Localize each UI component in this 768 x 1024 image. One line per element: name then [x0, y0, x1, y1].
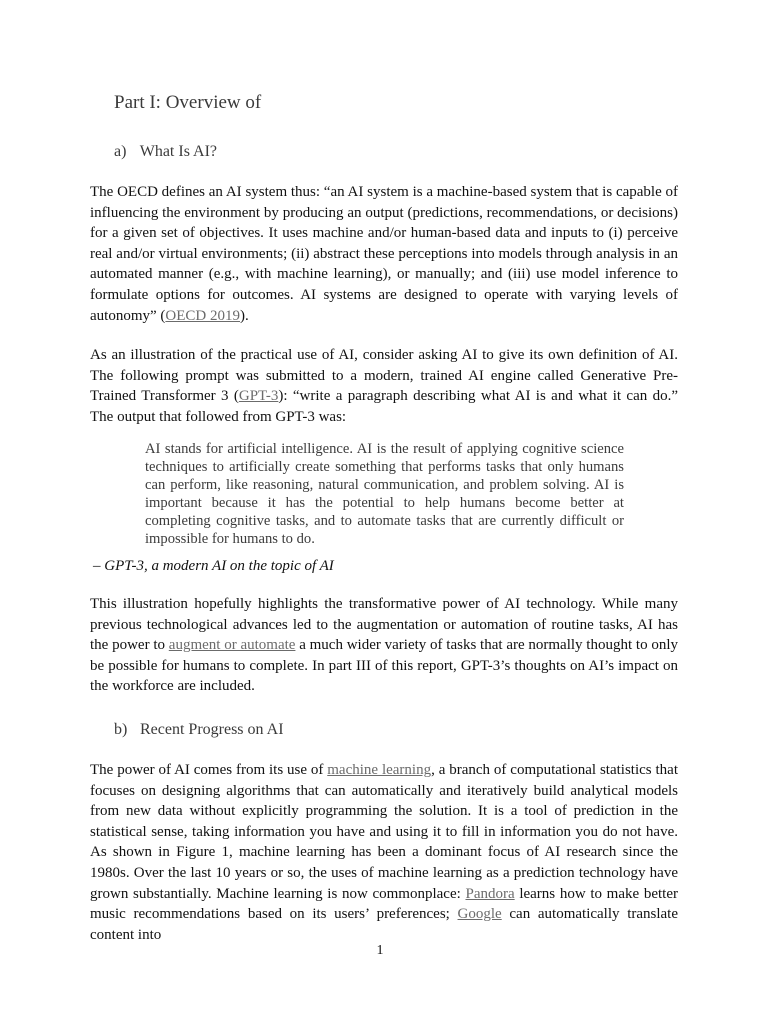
paragraph-text: ).: [240, 307, 249, 324]
augment-or-automate-link[interactable]: augment or automate: [168, 637, 296, 654]
paragraph-text: The OECD defines an AI system thus: “an AI system is a machine-based system that is capable of influencing the environment by producing an output (predictions, recommendations, or decisions) for a given set of objectives. It uses machine and/or human-based data and inputs to (i) perceive real and/or virtual environments; (ii) abstract these perceptions into models through analysis in an automated manner (e.g., with machine learning), or manually; and (iii) use model inference to formulate options for outcomes. AI systems are designed to operate with varying levels of autonomy” (: [90, 184, 678, 324]
paragraph-transformative-power: [90, 594, 678, 697]
paragraph-text: As an illustration of the practical use of AI, consider asking AI to give its own definition of AI. The following prompt was submitted to a modern, trained AI engine called Generative Pre-Trained Transformer 3 (: [90, 347, 678, 405]
machine-learning-link[interactable]: machine learning: [327, 762, 432, 778]
paragraph-text: The power of AI comes from its use of: [90, 762, 328, 778]
paragraph-text: a much wider variety of tasks that are normally thought to only be possible for humans to complete. In part III of this report, GPT-3’s thoughts on AI’s impact on the workforce are included.: [90, 637, 679, 695]
quote-attribution: – GPT-3, a modern AI on the topic of AI: [93, 558, 334, 574]
section-a-title: What Is AI?: [139, 143, 218, 160]
page-number: 1: [376, 943, 384, 958]
paragraph-text: can automatically translate content into: [90, 906, 678, 943]
paragraph-text: learns how to make better music recommendations based on its users’ preferences;: [90, 885, 678, 923]
section-b-heading: [114, 721, 284, 739]
gpt3-quote: AI stands for artificial intelligence. AI is the result of applying cognitive science techniques to artificially create something that performs tasks that only humans can perform, like reasoning, natural communication, and problem solving. AI is important because it has the potential to help humans become better at completing cognitive tasks, and to automate tasks that are currently difficult or impossible for humans to do.: [145, 441, 624, 547]
paragraph-text: , a branch of computational statistics that focuses on designing algorithms that can automatically and iteratively build analytical models from new data without explicitly programming the solution. It is a tool of prediction in the statistical sense, taking information you have and using it to fill in information you do not have. As shown in Figure 1, machine learning has been a dominant focus of AI research since the 1980s. Over the last 10 years or so, the uses of machine learning as a prediction technology have grown substantially. Machine learning is now commonplace:: [90, 762, 678, 902]
paragraph-text: This illustration hopefully highlights the transformative power of AI technology. While many previous technological advances led to the augmentation or automation of routine tasks, AI has the power to: [90, 596, 678, 654]
oecd-2019-link[interactable]: OECD 2019: [165, 307, 240, 324]
paragraph-text: ): “write a paragraph describing what AI is and what it can do.” The output that followed from GPT-3 was:: [90, 388, 678, 425]
part-heading: Part I: Overview of: [114, 92, 262, 113]
section-a-heading: [114, 143, 217, 161]
paragraph-machine-learning: [90, 760, 678, 945]
section-b-number: b): [114, 721, 128, 738]
google-link[interactable]: Google: [457, 906, 502, 923]
section-b-title: Recent Progress on AI: [140, 721, 284, 738]
paragraph-gpt3-illustration: [90, 345, 678, 427]
paragraph-oecd-definition: [90, 182, 678, 326]
section-a-number: a): [114, 143, 127, 160]
gpt3-link[interactable]: GPT-3: [238, 388, 279, 405]
pandora-link[interactable]: Pandora: [465, 885, 515, 902]
